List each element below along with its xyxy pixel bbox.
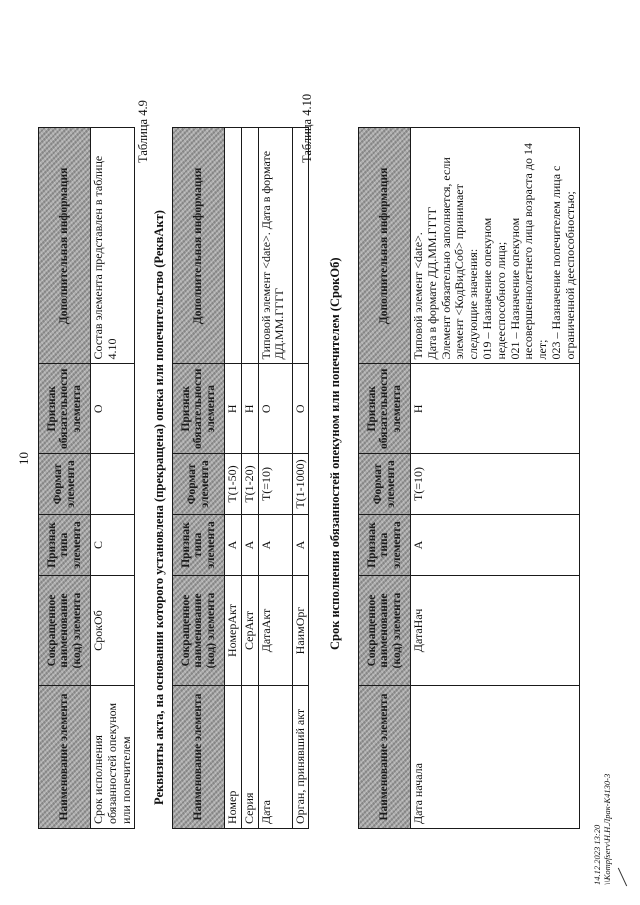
page-number: 10	[16, 452, 31, 465]
info-line: Элемент обязательно заполняется, если элемент <КодВидСоб> принимает следующие значения:	[438, 157, 481, 360]
header-type: Признак типа элемента	[173, 515, 225, 576]
header-required: Признак обязательности элемента	[173, 364, 225, 454]
cell-name: Орган, принявший акт	[292, 686, 309, 829]
cell-info	[292, 128, 309, 364]
header-info: Дополнительная информация	[359, 128, 411, 364]
header-format: Формат элемента	[359, 454, 411, 515]
header-code: Сокращенное наименование (код) элемента	[359, 576, 411, 686]
table-row	[225, 128, 242, 829]
table-row	[411, 128, 580, 829]
header-name: Наименование элемента	[173, 686, 225, 829]
header-code: Сокращенное наименование (код) элемента	[173, 576, 225, 686]
cell-code: НомерАкт	[225, 576, 242, 686]
cell-code: НаимОрг	[292, 576, 309, 686]
cell-name: Дата начала	[411, 686, 580, 829]
cell-name: Номер	[225, 686, 242, 829]
header-info: Дополнительная информация	[173, 128, 225, 364]
table-4-9	[172, 127, 309, 829]
info-line: Дата в формате ДД.ММ.ГГГГ	[424, 206, 439, 360]
header-code: Сокращенное наименование (код) элемента	[39, 576, 91, 686]
info-line: Типовой элемент <date>.	[411, 232, 425, 360]
cell-info	[241, 128, 258, 364]
cell-required: О	[91, 364, 135, 454]
footer-line: 14.12.2023 13:20	[592, 824, 602, 885]
cell-type: А	[241, 515, 258, 576]
cell-info	[411, 128, 580, 364]
table-4-10-number: Таблица 4.10	[300, 93, 314, 163]
cell-type: А	[225, 515, 242, 576]
cell-name: Срок исполнения обязанностей опекуном или попечителем	[91, 686, 135, 829]
table-row	[292, 128, 309, 829]
cell-type: А	[292, 515, 309, 576]
footer-line: \\Kompfserv\Н.Н.Лрак-К4130-3	[602, 773, 613, 885]
table-4-10	[358, 127, 580, 829]
cell-name: Дата	[258, 686, 292, 829]
header-type: Признак типа элемента	[359, 515, 411, 576]
table-4-9-caption: Реквизиты акта, на основании которого установлена (прекращена) опека или попечительство (РеквАкт)	[152, 210, 166, 805]
cell-info: Состав элемента представлен в таблице 4.10	[91, 128, 135, 364]
cell-type: С	[91, 515, 135, 576]
cell-format: T(=10)	[411, 454, 580, 515]
footer-stamp	[592, 774, 612, 885]
table-header-row	[173, 128, 225, 829]
table-row	[258, 128, 292, 829]
header-name: Наименование элемента	[359, 686, 411, 829]
info-line: 021 – Назначение опекуном несовершеннолетнего лица возраста до 14 лет;	[507, 143, 550, 360]
cell-code: СерАкт	[241, 576, 258, 686]
table-row	[241, 128, 258, 829]
cell-required: О	[292, 364, 309, 454]
table-header-row	[359, 128, 411, 829]
cell-required: Н	[225, 364, 242, 454]
cell-name: Серия	[241, 686, 258, 829]
cell-format: T(=10)	[258, 454, 292, 515]
table-header-row	[39, 128, 91, 829]
header-info: Дополнительная информация	[39, 128, 91, 364]
cell-info	[225, 128, 242, 364]
cell-info: Типовой элемент <date>. Дата в формате ДД.ММ.ГГГГ	[258, 128, 292, 364]
cell-code: СрокОб	[91, 576, 135, 686]
header-format: Формат элемента	[39, 454, 91, 515]
cell-type: А	[258, 515, 292, 576]
table-4-9-number: Таблица 4.9	[136, 100, 150, 163]
table-4-10-caption: Срок исполнения обязанностей опекуном или попечителем (СрокОб)	[328, 257, 342, 650]
info-line: 019 – Назначение опекуном недееспособного лица;	[479, 217, 508, 360]
cell-format: T(1-20)	[241, 454, 258, 515]
table-continuation	[38, 127, 135, 829]
cell-format: T(1-50)	[225, 454, 242, 515]
cell-required: Н	[411, 364, 580, 454]
header-format: Формат элемента	[173, 454, 225, 515]
header-required: Признак обязательности элемента	[39, 364, 91, 454]
info-line: 023 – Назначение попечителем лица с ограниченной дееспособностью;	[548, 165, 577, 360]
cell-format: T(1-1000)	[292, 454, 309, 515]
pen-mark	[618, 868, 627, 887]
cell-format	[91, 454, 135, 515]
header-name: Наименование элемента	[39, 686, 91, 829]
cell-code: ДатаНач	[411, 576, 580, 686]
header-type: Признак типа элемента	[39, 515, 91, 576]
table-row	[91, 128, 135, 829]
header-required: Признак обязательности элемента	[359, 364, 411, 454]
cell-required: О	[258, 364, 292, 454]
cell-required: Н	[241, 364, 258, 454]
cell-code: ДатаАкт	[258, 576, 292, 686]
cell-type: А	[411, 515, 580, 576]
